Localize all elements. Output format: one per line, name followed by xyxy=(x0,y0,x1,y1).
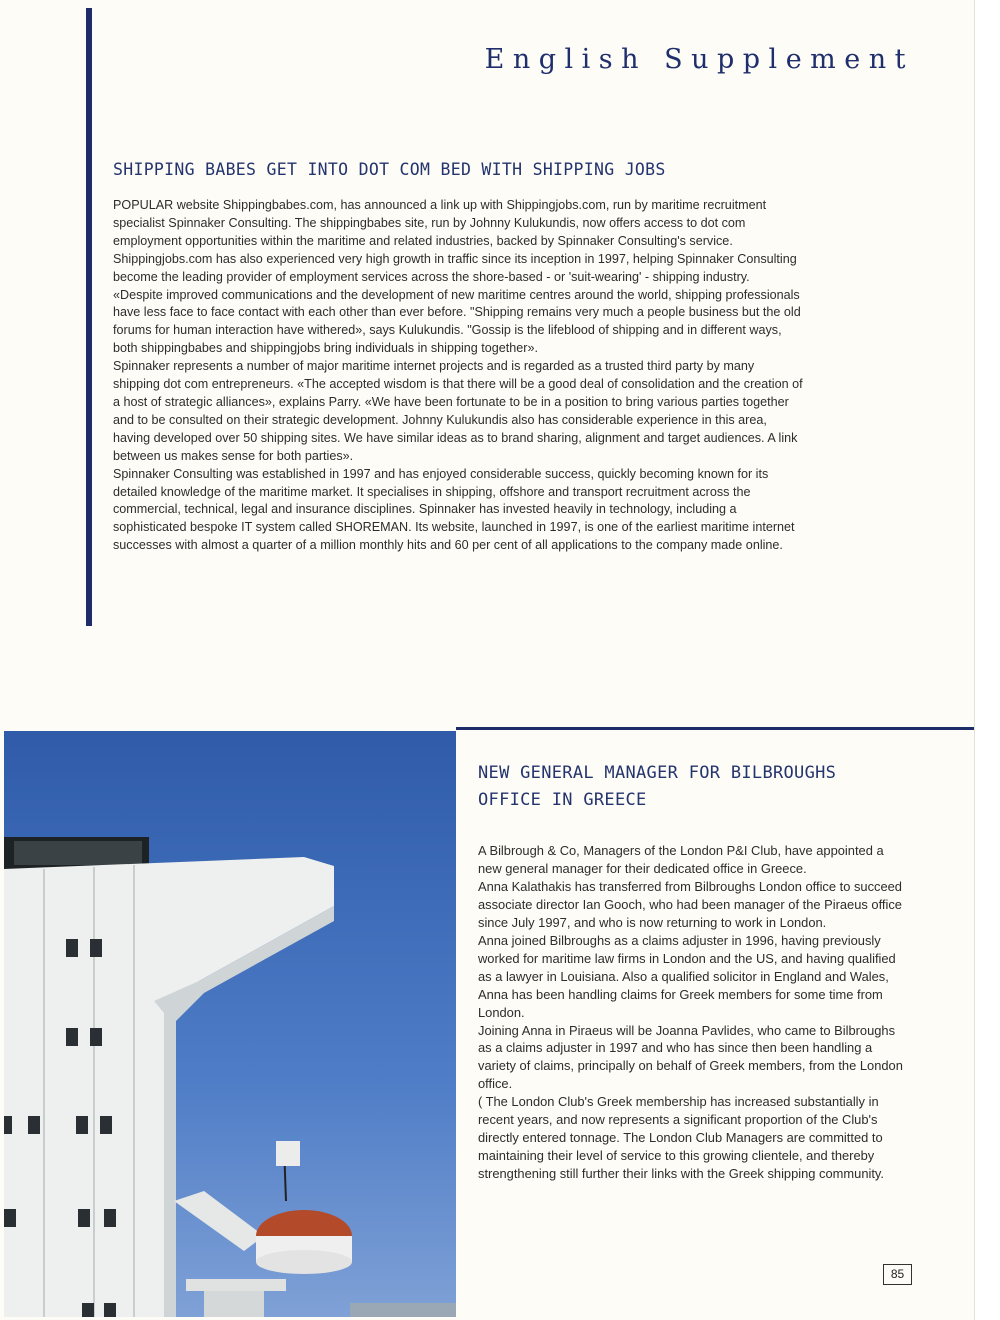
article-body xyxy=(478,842,908,1183)
left-accent-rule xyxy=(86,8,92,626)
article-body xyxy=(113,197,803,555)
paragraph: Joining Anna in Piraeus will be Joanna Pavlides, who came to Bilbroughs as a claims adjuster in 1997 and who has since then been handling a variety of claims, principally on behalf of Greek members, from the London office. xyxy=(478,1022,903,1092)
paragraph: Spinnaker represents a number of major maritime internet projects and is regarded as a trusted third party by many shipping dot com entrepreneurs. «The accepted wisdom is that there will be a good deal of consolidation and the creation of a host of strategic alliances», explains Parry. «We have been fortunate to be in a position to bring various parties together and to be consulted on their strategic development. Johnny Kulukundis also has considerable experience in this area, having developed over 50 shipping sites. We have similar ideas as to brand sharing, alignment and target audiences. A link between us makes sense for both parties». xyxy=(113,359,803,463)
page-edge xyxy=(974,0,1000,1320)
article-title-line: OFFICE IN GREECE xyxy=(478,790,647,810)
paragraph: ( The London Club's Greek membership has increased substantially in recent years, and now represents a significant proportion of the Club's directly entered tonnage. The London Club Managers are committed to maintaining their level of service to this growing clientele, and thereby strengthening still further their links with the Greek shipping community. xyxy=(478,1094,884,1182)
paragraph: «Despite improved communications and the development of new maritime centres around the world, shipping professionals have less face to face contact with each other than ever before. "Shipping remains very much a people business but the old forums for human interaction have withered», says Kulukundis. "Gossip is the lifeblood of shipping and in different ways, both shippingbabes and shippingjobs bring individuals in shipping together». xyxy=(113,287,801,356)
paragraph: Shippingjobs.com has also experienced very high growth in traffic since its inception in 1997, helping Spinnaker Consulting become the leading provider of employment services across the shore-based - or 'suit-wearing' - shipping industry. xyxy=(113,251,797,284)
paragraph: Spinnaker Consulting was established in 1997 and has enjoyed considerable success, quickly becoming known for its detailed knowledge of the maritime market. It specialises in shipping, offshore and transport recruitment across the commercial, technical, legal and insurance disciplines. Spinnaker has invested heavily in technology, including a sophisticated bespoke IT system called SHOREMAN. Its website, launched in 1997, is one of the earliest maritime internet successes with almost a quarter of a million monthly hits and 60 per cent of all applications to the company made online. xyxy=(113,466,795,553)
ship-photo-image xyxy=(4,731,456,1317)
supplement-header: English Supplement xyxy=(484,44,914,75)
article-title-line: NEW GENERAL MANAGER FOR BILBROUGHS xyxy=(478,763,837,783)
article-title xyxy=(478,760,908,814)
ship-photo xyxy=(4,731,456,1317)
paragraph: Anna Kalathakis has transferred from Bilbroughs London office to succeed associate director Ian Gooch, who had been manager of the Piraeus office since July 1997, and who is now returning to work in London. xyxy=(478,878,902,930)
article-bilbroughs xyxy=(478,760,908,1183)
paragraph: A Bilbrough & Co, Managers of the London P&I Club, have appointed a new general manager for their dedicated office in Greece. xyxy=(478,843,884,876)
section-divider-rule xyxy=(456,727,974,730)
article-title: SHIPPING BABES GET INTO DOT COM BED WITH SHIPPING JOBS xyxy=(113,160,666,179)
page-number: 85 xyxy=(883,1264,912,1285)
paragraph: Anna joined Bilbroughs as a claims adjuster in 1996, having previously worked for maritime law firms in London and the US, and having qualified as a lawyer in Louisiana. Also a qualified solicitor in England and Wales, Anna has been handling claims for Greek members for some time from London. xyxy=(478,932,896,1020)
paragraph: POPULAR website Shippingbabes.com, has announced a link up with Shippingjobs.com, run by maritime recruitment specialist Spinnaker Consulting. The shippingbabes site, run by Johnny Kulukundis, now offers access to dot com employment opportunities within the maritime and related industries, backed by Spinnaker Consulting's service. xyxy=(113,198,767,248)
article-shipping-babes xyxy=(113,160,803,555)
